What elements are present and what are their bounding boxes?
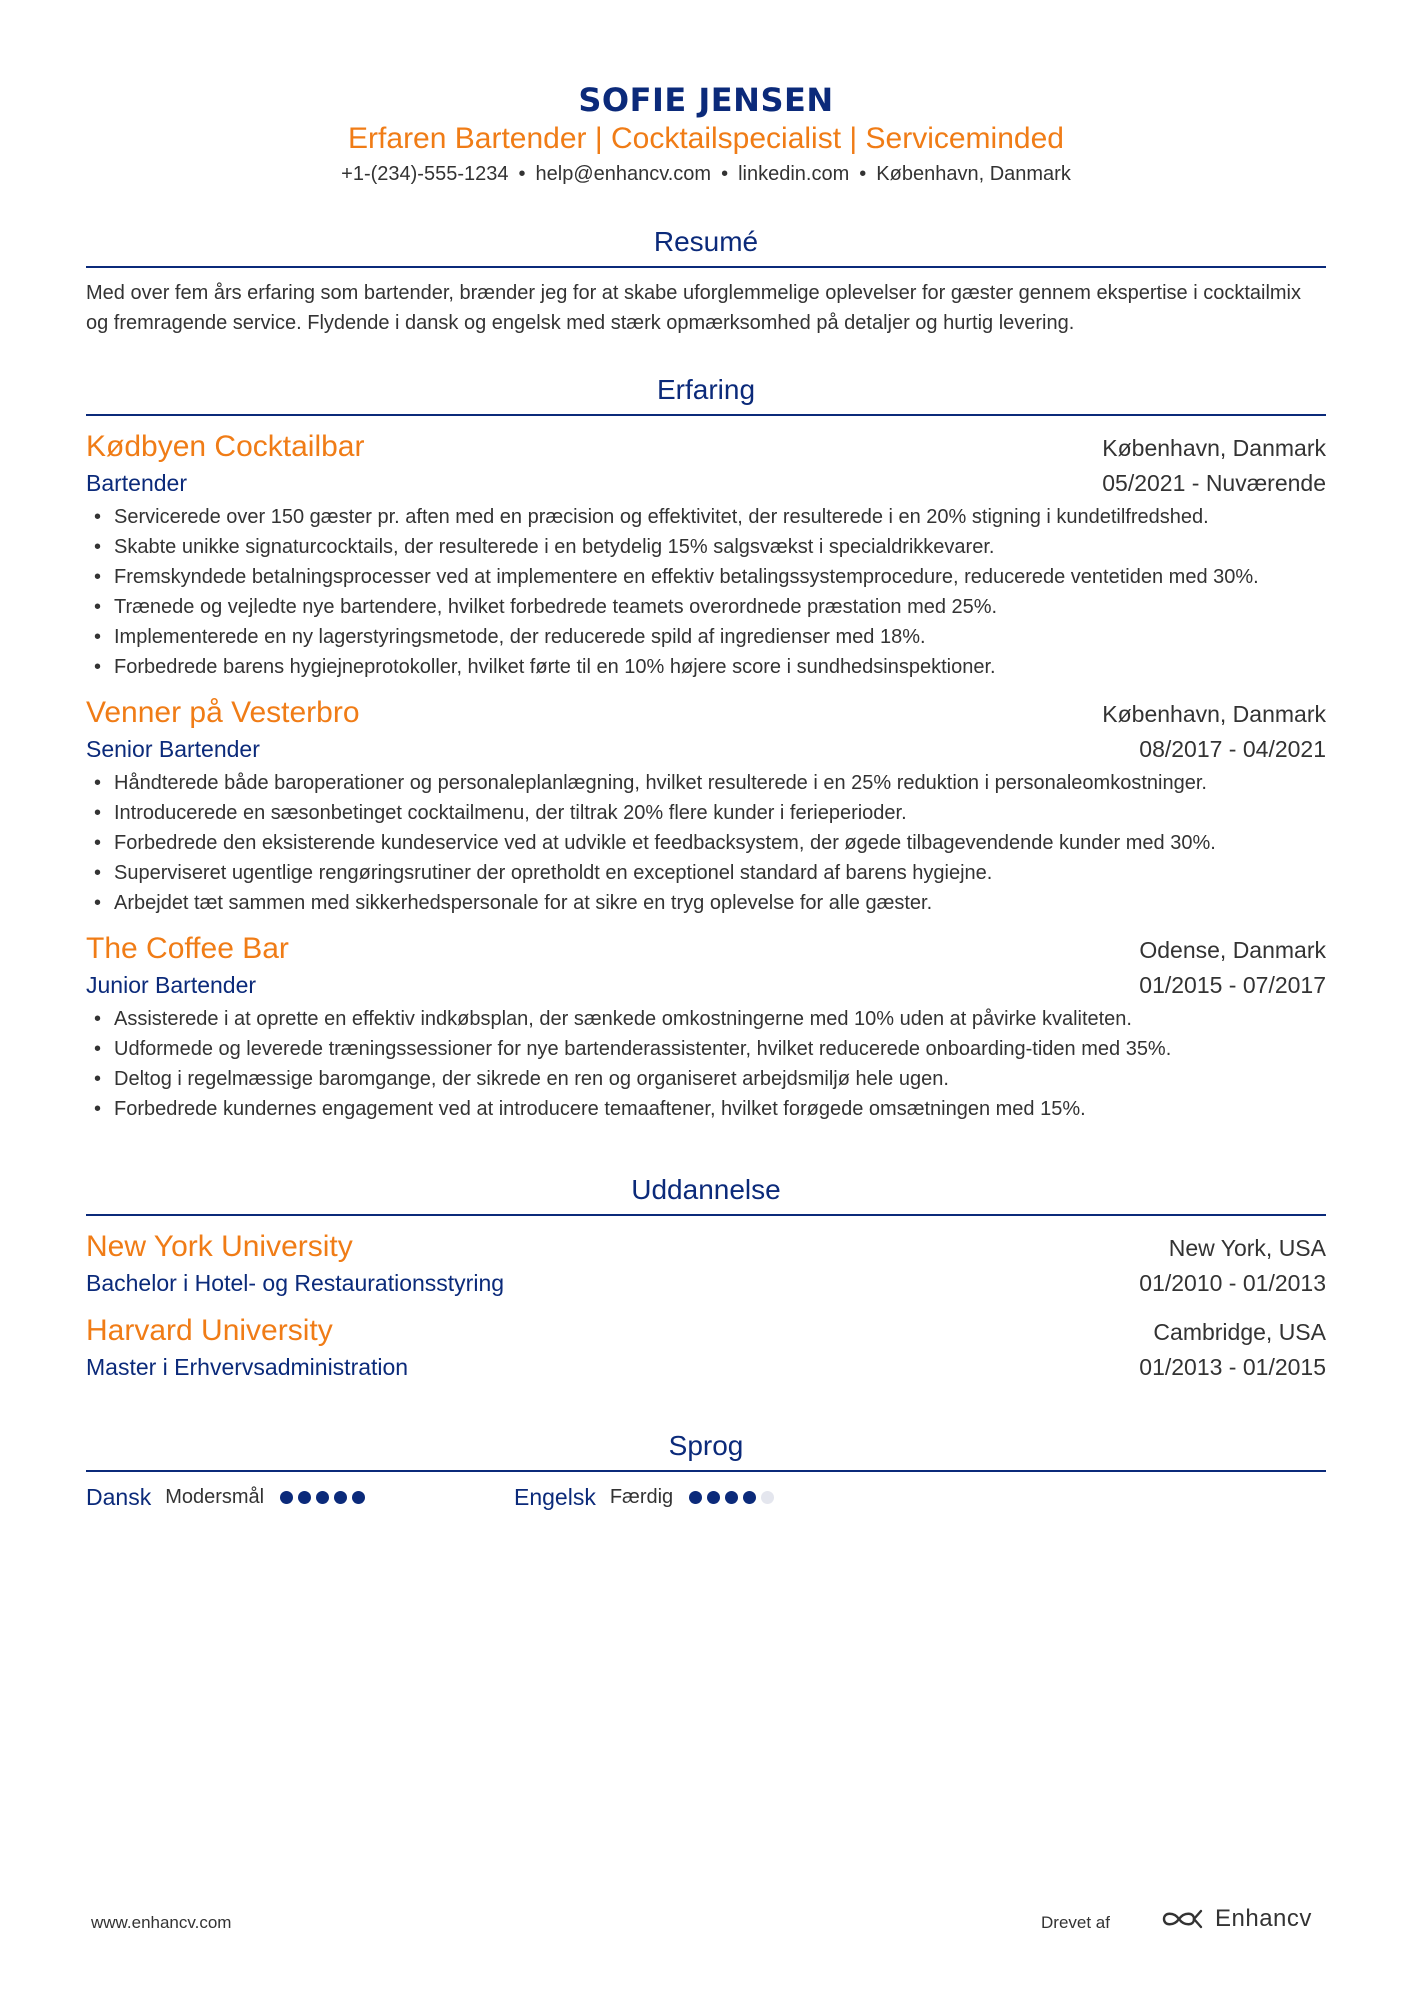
entry-subheader-row [86,466,1326,500]
rating-dot-filled [280,1491,293,1504]
entry-dates: 01/2013 - 01/2015 [1139,1354,1326,1380]
entry-header-row [86,694,1326,732]
education-section [86,1172,1326,1384]
achievement-item: • Introducerede en sæsonbetinget cocktailmenu, der tiltrak 20% flere kunder i ferieperioder. [86,798,1326,828]
proficiency-rating [689,1491,779,1504]
entry-subheader-row [86,732,1326,766]
entry-header-row [86,1312,1326,1350]
achievement-item: • Fremskyndede betalningsprocesser ved at implementere en effektiv betalingssystemprocedure, reducerede ventetiden med 30%. [86,562,1326,592]
entry-header-row [86,930,1326,968]
enhancv-logo-icon [1161,1907,1207,1931]
experience-section [86,372,1326,1124]
entry-dates: 01/2015 - 07/2017 [1139,972,1326,998]
rating-dot-empty [761,1491,774,1504]
rating-dot-filled [743,1491,756,1504]
resume-header [86,0,1326,188]
school-name: New York University [86,1230,353,1263]
entry-header-row [86,428,1326,466]
achievement-item: • Superviseret ugentlige rengøringsrutiner der opretholdt en exceptionel standard af barens hygiejne. [86,858,1326,888]
entry-dates: 08/2017 - 04/2021 [1139,736,1326,762]
experience-list [86,428,1326,1124]
section-title-languages: Sprog [668,1430,744,1461]
rating-dot-filled [689,1491,702,1504]
rating-dot-filled [707,1491,720,1504]
entry-location: København, Danmark [1102,435,1326,461]
achievement-item: • Forbedrede den eksisterende kundeservice ved at udvikle et feedbacksystem, der øgede tilbagevendende kunder med 30%. [86,828,1326,858]
entry-subheader-row [86,968,1326,1002]
rating-dot-filled [725,1491,738,1504]
achievement-item: • Forbedrede barens hygiejneprotokoller, hvilket førte til en 10% højere score i sundhedsinspektioner. [86,652,1326,682]
section-title-experience: Erfaring [656,374,756,405]
achievement-item: • Trænede og vejledte nye bartendere, hvilket forbedrede teamets overordnede præstation med 25%. [86,592,1326,622]
company-name: The Coffee Bar [86,932,289,965]
enhancv-logo [1161,1905,1312,1933]
experience-entry [86,694,1326,918]
rating-dot-filled [334,1491,347,1504]
contact-phone: +1-(234)-555-1234 [341,163,509,185]
achievement-item: • Servicerede over 150 gæster pr. aften med en præcision og effektivitet, der resulterede i en 20% stigning i kundetilfredshed. [86,502,1326,532]
school-name: Harvard University [86,1314,333,1347]
section-divider [86,414,1326,416]
experience-entry [86,930,1326,1124]
separator-dot: • [518,163,526,185]
achievement-item: • Arbejdet tæt sammen med sikkerhedspersonale for at sikre en tryg oplevelse for alle gæster. [86,888,1326,918]
separator-dot: • [859,163,867,185]
summary-text: Med over fem års erfaring som bartender, brænder jeg for at skabe uforglemmelige oplevelser for gæster gennem ekspertise i cocktailmix og fremragende service. Flydende i dansk og engelsk med stærk opmærksomhed på detaljer og hurtig levering. [86,282,1301,334]
entry-dates: 05/2021 - Nuværende [1102,470,1326,496]
company-name: Venner på Vesterbro [86,696,360,729]
achievement-item: • Skabte unikke signaturcocktails, der resulterede i en betydelig 15% salgsvækst i specialdrikkevarer. [86,532,1326,562]
company-name: Kødbyen Cocktailbar [86,430,365,463]
section-title-summary: Resumé [653,226,759,257]
achievement-item: • Håndterede både baroperationer og personaleplanlægning, hvilket resulterede i en 25% reduktion i personaleomkostninger. [86,768,1326,798]
entry-subheader-row [86,1266,1326,1300]
language-level: Færdig [609,1486,674,1508]
contact-location: København, Danmark [876,163,1071,185]
language-list [86,1484,1326,1511]
entry-subheader-row [86,1350,1326,1384]
section-title-education: Uddannelse [631,1174,781,1205]
contact-line [86,160,1326,188]
entry-location: Cambridge, USA [1153,1319,1326,1345]
achievement-item: • Assisterede i at oprette en effektiv indkøbsplan, der sænkede omkostningerne med 10% uden at påvirke kvaliteten. [86,1004,1326,1034]
summary-section [86,224,1326,338]
achievement-list [86,768,1326,918]
achievement-item: • Forbedrede kundernes engagement ved at introducere temaaftener, hvilket forøgede omsætningen med 15%. [86,1094,1326,1124]
entry-location: København, Danmark [1102,701,1326,727]
footer-powered-by: Drevet af [1041,1913,1110,1932]
entry-location: New York, USA [1168,1235,1326,1261]
language-name: Dansk [86,1484,152,1510]
education-list [86,1228,1326,1384]
achievement-item: • Deltog i regelmæssige baromgange, der sikrede en ren og organiseret arbejdsmiljø hele ugen. [86,1064,1326,1094]
resume-page [86,0,1326,1511]
rating-dot-filled [352,1491,365,1504]
enhancv-logo-text: Enhancv [1215,1905,1312,1932]
footer-url[interactable]: www.enhancv.com [91,1913,232,1932]
job-role: Junior Bartender [86,972,257,998]
entry-dates: 01/2010 - 01/2013 [1139,1270,1326,1296]
achievement-item: • Udformede og leverede træningssessioner for nye bartenderassistenter, hvilket reducerede onboarding-tiden med 35%. [86,1034,1326,1064]
language-level: Modersmål [165,1486,265,1508]
candidate-title: Erfaren Bartender | Cocktailspecialist | Serviceminded [348,122,1064,155]
degree-name: Bachelor i Hotel- og Restaurationsstyring [86,1270,505,1296]
entry-header-row [86,1228,1326,1266]
contact-linkedin: linkedin.com [738,163,850,185]
contact-email: help@enhancv.com [535,163,712,185]
section-divider [86,1214,1326,1216]
education-entry [86,1312,1326,1384]
entry-location: Odense, Danmark [1139,937,1326,963]
page-footer [91,1905,1321,1945]
candidate-name: SOFIE JENSEN [578,81,834,119]
language-name: Engelsk [514,1484,596,1510]
language-item [514,1484,942,1511]
language-item [86,1484,514,1511]
proficiency-rating [280,1491,370,1504]
section-divider [86,1470,1326,1472]
languages-section [86,1428,1326,1511]
job-role: Bartender [86,470,188,496]
job-role: Senior Bartender [86,736,260,762]
rating-dot-filled [316,1491,329,1504]
rating-dot-filled [298,1491,311,1504]
education-entry [86,1228,1326,1300]
degree-name: Master i Erhvervsadministration [86,1354,409,1380]
achievement-list [86,502,1326,682]
experience-entry [86,428,1326,682]
achievement-list [86,1004,1326,1124]
section-divider [86,266,1326,268]
separator-dot: • [721,163,729,185]
achievement-item: • Implementerede en ny lagerstyringsmetode, der reducerede spild af ingredienser med 18%. [86,622,1326,652]
